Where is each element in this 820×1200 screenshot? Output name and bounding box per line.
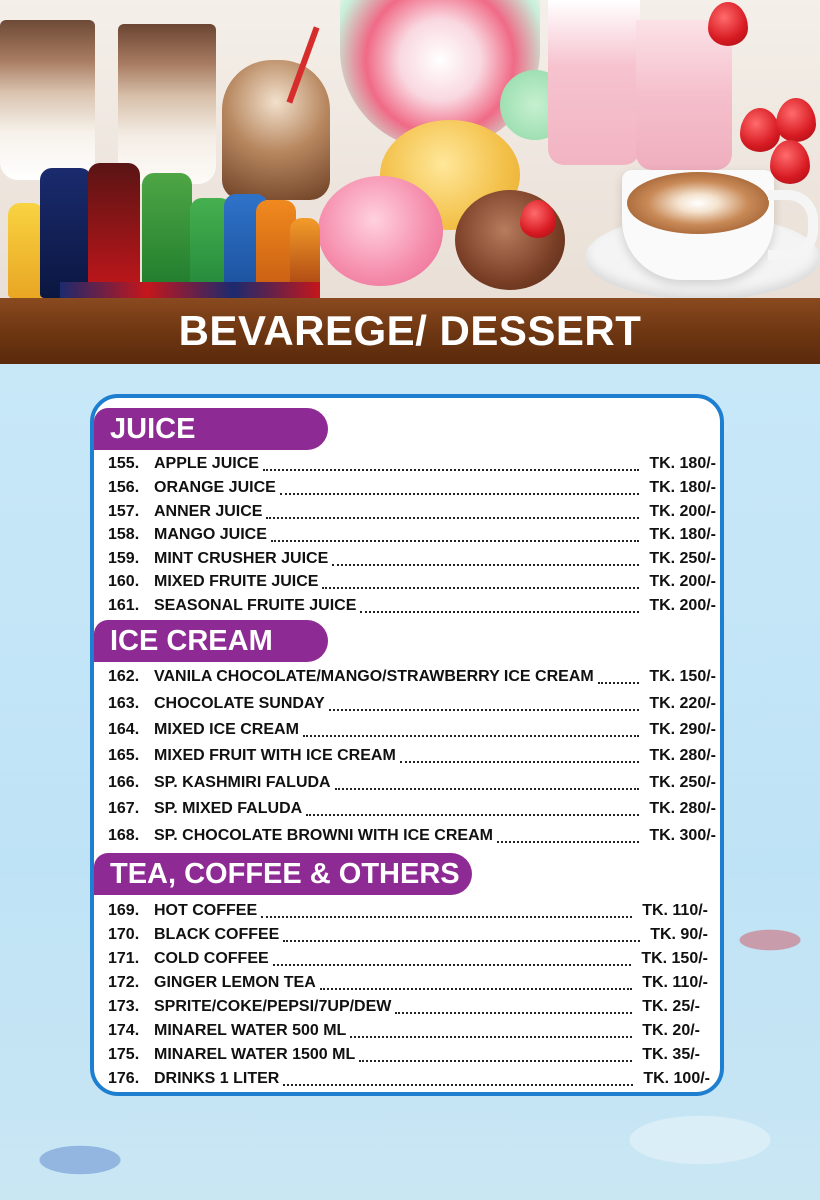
soft-drink-bottle-image: [142, 173, 192, 298]
dot-leader: [497, 841, 639, 843]
strawberry-image: [740, 108, 780, 152]
item-name: ANNER JUICE: [154, 503, 263, 520]
soft-drink-bottle-image: [40, 168, 92, 298]
item-number: 164.: [108, 721, 140, 738]
dot-leader: [283, 940, 640, 942]
dot-leader: [598, 682, 640, 684]
item-price: TK. 35/-: [642, 1046, 700, 1063]
item-price: TK. 90/-: [650, 926, 708, 943]
menu-item: [108, 1070, 710, 1092]
strawberry-image: [708, 2, 748, 46]
item-price: TK. 180/-: [649, 526, 716, 543]
dot-leader: [266, 517, 639, 519]
item-name: SEASONAL FRUITE JUICE: [154, 597, 357, 614]
strawberry-image: [520, 200, 556, 238]
menu-item: [108, 455, 716, 477]
milkshake-glass-image: [0, 20, 95, 180]
item-number: 175.: [108, 1046, 140, 1063]
strawberry-image: [776, 98, 816, 142]
item-name: GINGER LEMON TEA: [154, 974, 316, 991]
menu-item: [108, 668, 716, 690]
item-price: TK. 280/-: [649, 747, 716, 764]
item-name: MINT CRUSHER JUICE: [154, 550, 329, 567]
item-price: TK. 200/-: [649, 503, 716, 520]
menu-item: [108, 974, 708, 996]
dot-leader: [322, 587, 639, 589]
dot-leader: [335, 788, 640, 790]
dot-leader: [263, 469, 639, 471]
item-name: SPRITE/COKE/PEPSI/7UP/DEW: [154, 998, 392, 1015]
menu-item: [108, 774, 716, 796]
item-price: TK. 110/-: [642, 902, 708, 919]
item-name: SP. MIXED FALUDA: [154, 800, 303, 817]
item-name: MIXED ICE CREAM: [154, 721, 299, 738]
item-name: HOT COFFEE: [154, 902, 258, 919]
dot-leader: [360, 611, 639, 613]
item-number: 158.: [108, 526, 140, 543]
item-name: SP. KASHMIRI FALUDA: [154, 774, 331, 791]
item-price: TK. 100/-: [643, 1070, 710, 1087]
item-name: MINAREL WATER 1500 ML: [154, 1046, 356, 1063]
menu-item: [108, 950, 708, 972]
item-price: TK. 250/-: [649, 774, 716, 791]
item-number: 159.: [108, 550, 140, 567]
menu-item: [108, 827, 716, 849]
item-number: 170.: [108, 926, 140, 943]
dot-leader: [273, 964, 632, 966]
menu-item: [108, 597, 716, 619]
item-name: SP. CHOCOLATE BROWNI WITH ICE CREAM: [154, 827, 493, 844]
item-number: 155.: [108, 455, 140, 472]
section-header-juice: JUICE: [94, 408, 328, 450]
dot-leader: [332, 564, 639, 566]
menu-item: [108, 479, 716, 501]
soft-drink-bottle-image: [88, 163, 140, 298]
item-price: TK. 180/-: [649, 455, 716, 472]
menu-item: [108, 926, 708, 948]
item-name: MIXED FRUITE JUICE: [154, 573, 319, 590]
item-number: 161.: [108, 597, 140, 614]
item-number: 156.: [108, 479, 140, 496]
item-price: TK. 150/-: [641, 950, 708, 967]
dot-leader: [283, 1084, 633, 1086]
menu-item: [108, 526, 716, 548]
frappe-cup-image: [222, 60, 330, 200]
item-name: MINAREL WATER 500 ML: [154, 1022, 347, 1039]
soft-drink-cans-image: [60, 282, 320, 298]
item-name: MIXED FRUIT WITH ICE CREAM: [154, 747, 396, 764]
item-name: BLACK COFFEE: [154, 926, 280, 943]
item-name: CHOCOLATE SUNDAY: [154, 695, 325, 712]
item-price: TK. 200/-: [649, 597, 716, 614]
item-price: TK. 25/-: [642, 998, 700, 1015]
dot-leader: [320, 988, 632, 990]
item-number: 168.: [108, 827, 140, 844]
item-price: TK. 250/-: [649, 550, 716, 567]
item-price: TK. 200/-: [649, 573, 716, 590]
item-price: TK. 280/-: [649, 800, 716, 817]
item-price: TK. 110/-: [642, 974, 708, 991]
strawberry-milkshake-image: [548, 0, 640, 165]
menu-item: [108, 721, 716, 743]
milkshake-glass-image: [118, 24, 216, 184]
item-number: 172.: [108, 974, 140, 991]
menu-item: [108, 695, 716, 717]
menu-item: [108, 1046, 700, 1068]
item-price: TK. 220/-: [649, 695, 716, 712]
item-number: 166.: [108, 774, 140, 791]
item-name: APPLE JUICE: [154, 455, 259, 472]
ice-cream-scoop-image: [318, 176, 443, 286]
cup-handle-image: [768, 190, 818, 260]
item-number: 167.: [108, 800, 140, 817]
item-price: TK. 150/-: [649, 668, 716, 685]
soft-drink-bottle-image: [8, 203, 44, 298]
dot-leader: [303, 735, 639, 737]
item-name: DRINKS 1 LITER: [154, 1070, 280, 1087]
dot-leader: [280, 493, 640, 495]
item-number: 174.: [108, 1022, 140, 1039]
menu-item: [108, 573, 716, 595]
item-name: ORANGE JUICE: [154, 479, 276, 496]
menu-item: [108, 747, 716, 769]
item-price: TK. 20/-: [642, 1022, 700, 1039]
dot-leader: [400, 761, 640, 763]
dot-leader: [271, 540, 639, 542]
dot-leader: [329, 709, 640, 711]
item-number: 173.: [108, 998, 140, 1015]
item-number: 165.: [108, 747, 140, 764]
item-name: COLD COFFEE: [154, 950, 269, 967]
item-price: TK. 180/-: [649, 479, 716, 496]
item-price: TK. 290/-: [649, 721, 716, 738]
menu-item: [108, 503, 716, 525]
item-number: 176.: [108, 1070, 140, 1087]
section-header-ice-cream: ICE CREAM: [94, 620, 328, 662]
item-number: 160.: [108, 573, 140, 590]
menu-item: [108, 800, 716, 822]
item-name: VANILA CHOCOLATE/MANGO/STRAWBERRY ICE CREAM: [154, 668, 594, 685]
item-price: TK. 300/-: [649, 827, 716, 844]
dot-leader: [350, 1036, 632, 1038]
hero-photo-collage: [0, 0, 820, 298]
dot-leader: [261, 916, 632, 918]
item-name: MANGO JUICE: [154, 526, 267, 543]
menu-item: [108, 998, 700, 1020]
menu-item: [108, 550, 716, 572]
menu-item: [108, 902, 708, 924]
strawberry-image: [770, 140, 810, 184]
section-header-tea-coffee-others: TEA, COFFEE & OTHERS: [94, 853, 472, 895]
item-number: 163.: [108, 695, 140, 712]
item-number: 171.: [108, 950, 140, 967]
dot-leader: [306, 814, 639, 816]
latte-art-image: [627, 172, 769, 234]
dot-leader: [395, 1012, 632, 1014]
item-number: 169.: [108, 902, 140, 919]
item-number: 157.: [108, 503, 140, 520]
page-title: BEVAREGE/ DESSERT: [178, 307, 642, 354]
item-number: 162.: [108, 668, 140, 685]
dot-leader: [359, 1060, 632, 1062]
menu-item: [108, 1022, 700, 1044]
